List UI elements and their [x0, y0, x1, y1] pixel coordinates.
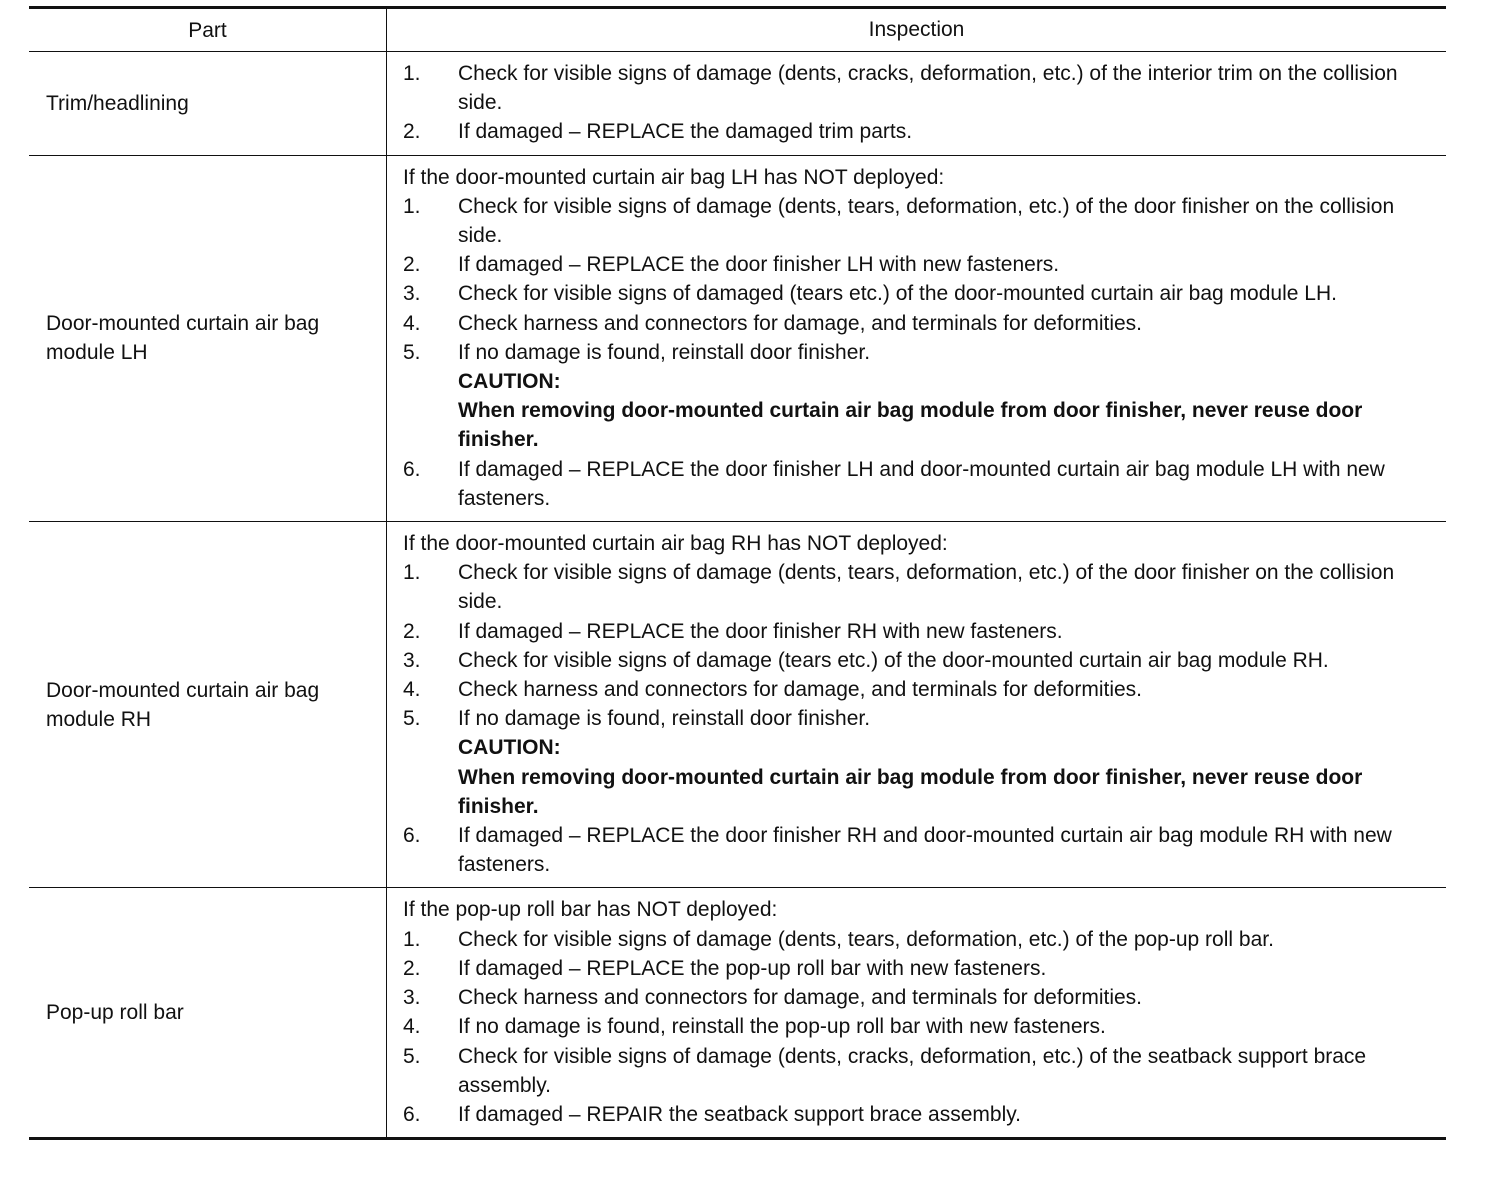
step-number: 1.	[403, 927, 421, 951]
table-row	[29, 522, 1446, 888]
step-number: 6.	[403, 824, 421, 848]
step	[403, 821, 1440, 879]
step	[403, 558, 1440, 616]
part-name: Door-mounted curtain air bag module LH	[46, 312, 320, 365]
part-cell	[29, 52, 387, 155]
part-cell	[29, 888, 387, 1137]
intro-text: If the pop-up roll bar has NOT deployed:	[403, 898, 778, 922]
step-text: If no damage is found, reinstall door finisher.	[458, 707, 871, 731]
step-number: 2.	[403, 253, 421, 277]
step	[403, 617, 1440, 646]
inspection-cell	[387, 156, 1446, 521]
step-number: 6.	[403, 1102, 421, 1126]
step-text: Check for visible signs of damaged (tears etc.) of the door-mounted curtain air bag module LH.	[458, 282, 1337, 306]
step	[403, 309, 1440, 338]
inspection-cell	[387, 888, 1446, 1137]
intro-text: If the door-mounted curtain air bag RH has NOT deployed:	[403, 532, 948, 556]
step	[403, 704, 1440, 733]
table-row	[29, 888, 1446, 1137]
table-row	[29, 52, 1446, 156]
step	[403, 338, 1440, 367]
step-number: 2.	[403, 619, 421, 643]
step-number: 4.	[403, 1015, 421, 1039]
table-row	[29, 156, 1446, 522]
step-text: Check for visible signs of damage (dents, tears, deformation, etc.) of the pop-up roll bar.	[458, 927, 1274, 951]
step-number: 2.	[403, 120, 421, 144]
step-number: 5.	[403, 340, 421, 364]
step-number: 1.	[403, 62, 421, 85]
step-text: Check for visible signs of damage (tears etc.) of the door-mounted curtain air bag module RH.	[458, 648, 1329, 672]
step-number: 6.	[403, 457, 421, 481]
step-text: If damaged – REPLACE the damaged trim parts.	[458, 120, 913, 144]
table-header-row	[29, 9, 1446, 52]
caution-title: CAUTION:	[458, 736, 561, 760]
step-number: 1.	[403, 561, 421, 585]
step	[403, 1100, 1440, 1129]
step	[403, 925, 1440, 954]
step-text: Check for visible signs of damage (dents, tears, deformation, etc.) of the door finisher on the collision side.	[458, 561, 1395, 614]
step-number: 2.	[403, 956, 421, 980]
step	[403, 192, 1440, 250]
step	[403, 954, 1440, 983]
inspection-cell	[387, 52, 1446, 155]
step-text: If damaged – REPLACE the pop-up roll bar with new fasteners.	[458, 956, 1047, 980]
step-text: If damaged – REPAIR the seatback support brace assembly.	[458, 1102, 1022, 1126]
step	[403, 1042, 1440, 1100]
step-number: 1.	[403, 194, 421, 218]
header-inspection: Inspection	[868, 18, 965, 42]
step-text: If damaged – REPLACE the door finisher RH and door-mounted curtain air bag module RH with new fasteners.	[458, 824, 1392, 877]
step-text: If damaged – REPLACE the door finisher LH with new fasteners.	[458, 253, 1060, 277]
step-text: Check for visible signs of damage (dents, cracks, deformation, etc.) of the seatback support brace assembly.	[458, 1044, 1367, 1097]
header-part: Part	[29, 9, 387, 51]
step	[403, 279, 1440, 308]
step-number: 3.	[403, 282, 421, 306]
step-number: 5.	[403, 707, 421, 731]
step-number: 3.	[403, 648, 421, 672]
step-number: 3.	[403, 986, 421, 1010]
step	[403, 117, 1440, 146]
step-text: If no damage is found, reinstall door finisher.	[458, 340, 871, 364]
step-text: Check harness and connectors for damage, and terminals for deformities.	[458, 678, 1143, 702]
step-text: Check harness and connectors for damage, and terminals for deformities.	[458, 311, 1143, 335]
step-text: Check harness and connectors for damage, and terminals for deformities.	[458, 986, 1143, 1010]
step-text: If damaged – REPLACE the door finisher LH and door-mounted curtain air bag module LH with new fasteners.	[458, 457, 1385, 510]
step-number: 5.	[403, 1044, 421, 1068]
step-text: If damaged – REPLACE the door finisher RH with new fasteners.	[458, 619, 1063, 643]
step-text: If no damage is found, reinstall the pop-up roll bar with new fasteners.	[458, 1015, 1106, 1039]
intro-text: If the door-mounted curtain air bag LH has NOT deployed:	[403, 165, 945, 189]
step	[403, 455, 1440, 513]
inspection-table	[29, 6, 1446, 1140]
caution-text: When removing door-mounted curtain air bag module from door finisher, never reuse door finisher.	[458, 765, 1363, 818]
caution-title: CAUTION:	[458, 370, 561, 394]
step-number: 4.	[403, 311, 421, 335]
step	[403, 675, 1440, 704]
step-text: Check for visible signs of damage (dents, cracks, deformation, etc.) of the interior trim on the collision side.	[458, 62, 1398, 115]
part-cell	[29, 156, 387, 521]
part-name: Trim/headlining	[46, 91, 189, 115]
step	[403, 983, 1440, 1012]
step	[403, 1012, 1440, 1041]
part-name: Door-mounted curtain air bag module RH	[46, 678, 320, 731]
step-number: 4.	[403, 678, 421, 702]
step	[403, 59, 1440, 117]
step-text: Check for visible signs of damage (dents, tears, deformation, etc.) of the door finisher on the collision side.	[458, 194, 1395, 248]
step	[403, 646, 1440, 675]
part-name: Pop-up roll bar	[46, 1001, 184, 1025]
inspection-cell	[387, 522, 1446, 887]
step	[403, 250, 1440, 279]
caution-text: When removing door-mounted curtain air bag module from door finisher, never reuse door finisher.	[458, 399, 1363, 452]
part-cell	[29, 522, 387, 887]
